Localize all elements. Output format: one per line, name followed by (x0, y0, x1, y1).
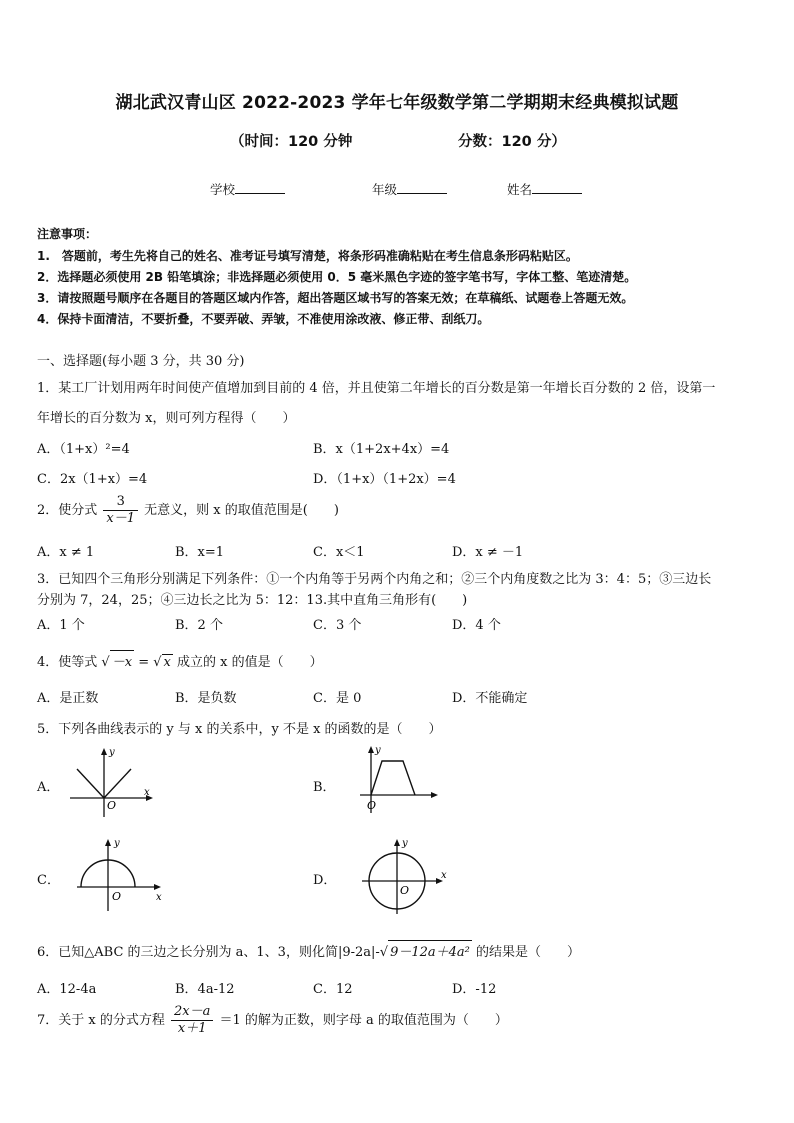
q5-option-a: A． (37, 780, 60, 795)
q3-stem-line1: 3．已知四个三角形分别满足下列条件：①一个内角等于另两个内角之和；②三个内角度数之比为 3：4：5；③三边长 (37, 572, 712, 587)
q5-option-b: B． (313, 780, 336, 795)
q4-prefix: 4．使等式 (37, 655, 98, 670)
q4-option-c: C．是 0 (313, 691, 362, 706)
q2-option-c: C．x＜1 (313, 545, 365, 560)
q2-prefix: 2．使分式 (37, 503, 98, 518)
q5-option-c: C． (37, 873, 60, 888)
q6-option-c: C．12 (313, 982, 353, 997)
fraction-numerator: 3 (103, 494, 138, 511)
y-axis-label: y (375, 745, 381, 756)
sqrt-icon: √ (379, 945, 389, 960)
q6-option-d: D．-12 (452, 982, 497, 997)
sqrt-icon: √ (101, 655, 110, 670)
q6-prefix: 6．已知△ABC 的三边之长分别为 a、1、3，则化简|9-2a|- (37, 945, 380, 960)
q3-option-a: A．1 个 (37, 618, 85, 633)
q3-option-b: B．2 个 (175, 618, 223, 633)
q7-suffix: ＝1 的解为正数，则字母 a 的取值范围为（ ） (219, 1013, 508, 1028)
x-axis-label: x (144, 787, 150, 798)
q6-option-b: B．4a-12 (175, 982, 235, 997)
q2-suffix: 无意义，则 x 的取值范围是( ) (144, 503, 339, 518)
grade-label: 年级 (372, 182, 398, 197)
notes-item: 4．保持卡面清洁，不要折叠，不要弄破、弄皱，不准使用涂改液、修正带、刮纸刀。 (37, 312, 490, 326)
q4-radicand-2: x (163, 655, 171, 670)
school-label: 学校 (210, 182, 236, 197)
y-axis-label: y (114, 838, 120, 849)
q4-option-b: B．是负数 (175, 691, 237, 706)
notes-item: 3．请按照题号顺序在各题目的答题区域内作答，超出答题区域书写的答案无效；在草稿纸、试题卷上答题无效。 (37, 291, 634, 305)
school-blank (235, 181, 285, 194)
notes-heading: 注意事项： (37, 227, 98, 241)
fraction-numerator: 2x－a (171, 1004, 213, 1021)
fraction-denominator: x＋1 (177, 1021, 207, 1036)
grade-field (372, 180, 447, 198)
page-title: 湖北武汉青山区 2022-2023 学年七年级数学第二学期期末经典模拟试题 (115, 93, 679, 113)
q1-stem-line1: 1．某工厂计划用两年时间使产值增加到目前的 4 倍，并且使第二年增长的百分数是第一年增长百分数的 2 倍，设第一 (37, 381, 716, 396)
q1-option-c: C．2x（1+x）=4 (37, 472, 148, 487)
y-axis-label: y (109, 747, 115, 758)
q4-suffix: 成立的 x 的值是（ ） (177, 655, 323, 670)
q4-option-d: D．不能确定 (452, 691, 528, 706)
q3-stem-line2: 分别为 7，24，25；④三边长之比为 5：12：13.其中直角三角形有( ) (37, 593, 468, 608)
q2-option-a: A．x ≠ 1 (37, 545, 95, 560)
q1-option-a: A．（1+x）²=4 (37, 442, 130, 457)
q2-fraction (103, 494, 138, 527)
q7-stem (37, 1004, 508, 1037)
q7-prefix: 7．关于 x 的分式方程 (37, 1013, 165, 1028)
origin-label: O (367, 799, 377, 812)
name-blank (532, 181, 582, 194)
graph-d-circle (360, 836, 455, 916)
origin-label: O (107, 799, 117, 812)
notes-item: 2．选择题必须使用 2B 铅笔填涂；非选择题必须使用 0．5 毫米黑色字迹的签字笔书写，字体工整、笔迹清楚。 (37, 270, 637, 284)
q4-stem (37, 650, 323, 670)
exam-time: （时间：120 分钟 (230, 134, 353, 150)
q4-option-a: A．是正数 (37, 691, 99, 706)
sqrt-icon: √ (153, 655, 162, 670)
graph-a-two-rays (65, 745, 160, 820)
q5-option-d: D． (313, 873, 337, 888)
notes-item: 1. 答题前，考生先将自己的姓名、准考证号填写清楚，将条形码准确粘贴在考生信息条形码粘贴区。 (37, 249, 578, 263)
section-heading: 一、选择题(每小题 3 分，共 30 分) (37, 354, 245, 369)
graph-b-trapezoid (355, 743, 445, 818)
q5-stem: 5．下列各曲线表示的 y 与 x 的关系中，y 不是 x 的函数的是（ ） (37, 722, 442, 737)
q6-suffix: 的结果是（ ） (476, 945, 581, 960)
q1-option-d: D．（1+x）（1+2x）=4 (313, 472, 456, 487)
origin-label: O (112, 890, 122, 903)
q2-option-b: B．x=1 (175, 545, 225, 560)
name-field (507, 180, 582, 198)
origin-label: O (400, 884, 410, 897)
q4-equals: = (138, 655, 150, 670)
fraction-denominator: x－1 (106, 511, 136, 526)
q7-fraction (171, 1004, 213, 1037)
q6-stem (37, 940, 580, 960)
q3-option-c: C．3 个 (313, 618, 362, 633)
grade-blank (397, 181, 447, 194)
x-axis-label: x (156, 892, 162, 903)
name-label: 姓名 (507, 182, 533, 197)
q2-stem (37, 494, 339, 527)
q4-radicand-1: －x (110, 650, 134, 670)
q6-option-a: A．12-4a (37, 982, 97, 997)
q1-stem-line2: 年增长的百分数为 x，则可列方程得（ ） (37, 411, 296, 426)
q6-radicand: 9－12a＋4a² (388, 940, 472, 960)
school-field (210, 180, 285, 198)
q3-option-d: D．4 个 (452, 618, 501, 633)
exam-score: 分数：120 分） (458, 134, 566, 150)
x-axis-label: x (441, 870, 447, 881)
q1-option-b: B．x（1+2x+4x）=4 (313, 442, 450, 457)
graph-c-semicircle (72, 836, 172, 914)
q2-option-d: D．x ≠ －1 (452, 545, 524, 560)
y-axis-label: y (402, 838, 408, 849)
